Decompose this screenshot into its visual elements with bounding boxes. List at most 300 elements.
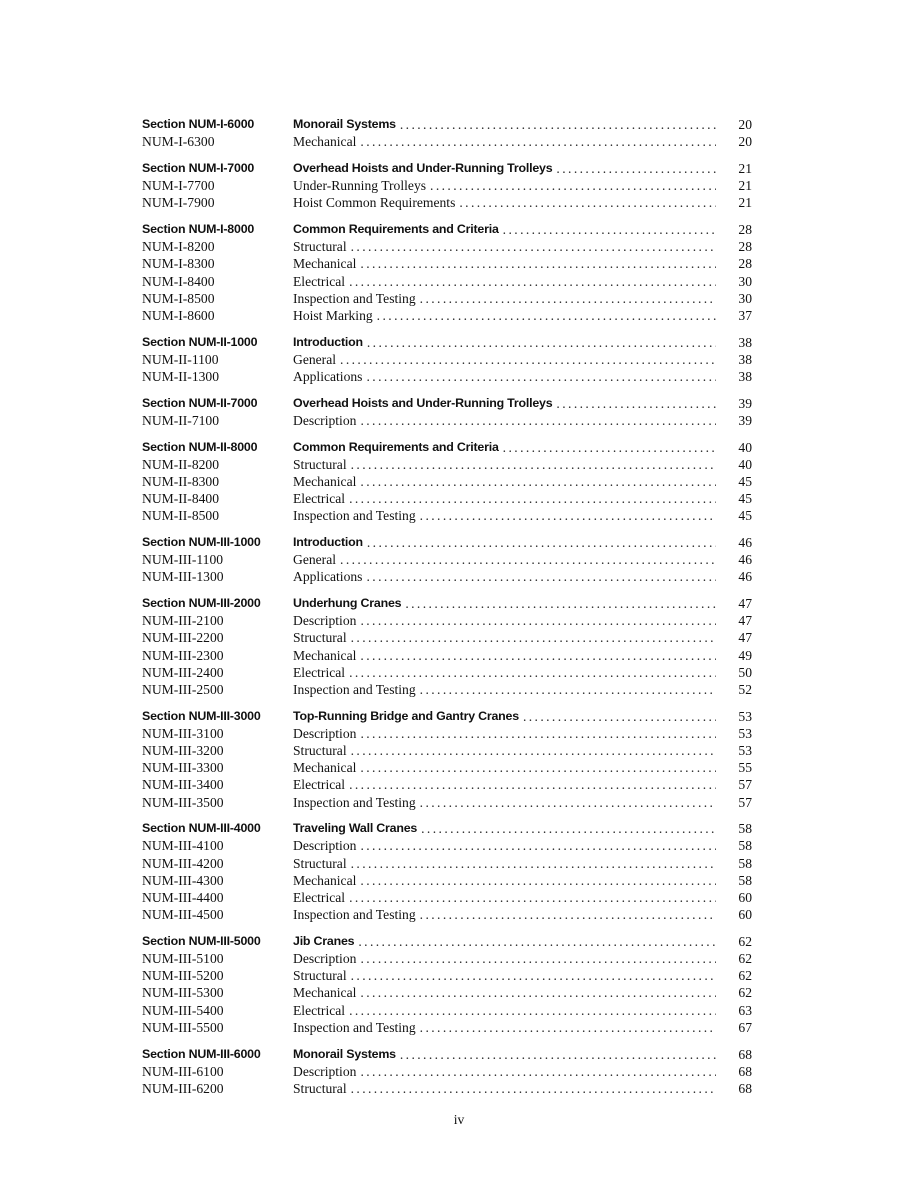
toc-entry[interactable] bbox=[142, 238, 752, 255]
dot-leader bbox=[351, 742, 716, 759]
toc-entry[interactable] bbox=[142, 290, 752, 307]
page-reference: 47 bbox=[738, 630, 752, 646]
toc-entry[interactable] bbox=[142, 507, 752, 524]
toc-title-leader bbox=[293, 439, 716, 456]
dot-leader bbox=[351, 1080, 716, 1097]
toc-section-heading[interactable] bbox=[142, 439, 752, 456]
toc-title-leader bbox=[293, 681, 716, 698]
toc-title-leader bbox=[293, 194, 716, 211]
dot-leader bbox=[420, 1019, 716, 1036]
toc-title-leader bbox=[293, 629, 716, 646]
entry-code: NUM-III-4300 bbox=[142, 872, 224, 888]
toc-entry[interactable] bbox=[142, 1063, 752, 1080]
page-reference: 62 bbox=[738, 933, 752, 949]
toc-title-leader bbox=[293, 160, 716, 177]
toc-section-heading[interactable] bbox=[142, 1046, 752, 1063]
entry-title: Structural bbox=[293, 1080, 347, 1096]
entry-title: Inspection and Testing bbox=[293, 508, 416, 524]
entry-code: NUM-III-1100 bbox=[142, 552, 224, 568]
page-reference: 46 bbox=[738, 534, 752, 550]
toc-title-leader bbox=[293, 255, 716, 272]
page-reference: 52 bbox=[738, 681, 752, 697]
entry-title: Structural bbox=[293, 239, 347, 255]
entry-code: NUM-II-8300 bbox=[142, 473, 220, 489]
section-title: Traveling Wall Cranes bbox=[293, 821, 418, 836]
toc-entry[interactable] bbox=[142, 568, 752, 585]
page-reference: 28 bbox=[738, 256, 752, 272]
toc-section-group bbox=[142, 933, 752, 1036]
dot-leader bbox=[360, 759, 716, 776]
page-reference: 58 bbox=[738, 855, 752, 871]
page-reference: 30 bbox=[738, 290, 752, 306]
toc-title-leader bbox=[293, 820, 716, 837]
toc-title-leader bbox=[293, 334, 716, 351]
entry-code: NUM-III-3100 bbox=[142, 725, 224, 741]
page-reference: 58 bbox=[738, 838, 752, 854]
dot-leader bbox=[420, 507, 716, 524]
page-reference: 50 bbox=[738, 664, 752, 680]
toc-section-group bbox=[142, 116, 752, 150]
page-reference: 38 bbox=[738, 368, 752, 384]
page-reference: 58 bbox=[738, 872, 752, 888]
toc-entry[interactable] bbox=[142, 194, 752, 211]
toc-section-heading[interactable] bbox=[142, 116, 752, 133]
toc-entry[interactable] bbox=[142, 725, 752, 742]
toc-section-heading[interactable] bbox=[142, 221, 752, 238]
entry-code: NUM-I-7700 bbox=[142, 178, 215, 194]
entry-code: NUM-III-6200 bbox=[142, 1080, 224, 1096]
page-reference: 20 bbox=[738, 134, 752, 150]
toc-entry[interactable] bbox=[142, 629, 752, 646]
entry-title: Structural bbox=[293, 968, 347, 984]
page-reference: 55 bbox=[738, 760, 752, 776]
section-title: Common Requirements and Criteria bbox=[293, 439, 499, 454]
page-reference: 63 bbox=[738, 1002, 752, 1018]
section-code: Section NUM-II-8000 bbox=[142, 439, 258, 454]
dot-leader bbox=[360, 1063, 716, 1080]
toc-title-leader bbox=[293, 395, 716, 412]
toc-title-leader bbox=[293, 742, 716, 759]
entry-title: Inspection and Testing bbox=[293, 1019, 416, 1035]
toc-title-leader bbox=[293, 889, 716, 906]
entry-title: Structural bbox=[293, 630, 347, 646]
entry-title: Electrical bbox=[293, 777, 346, 793]
page-reference: 37 bbox=[738, 307, 752, 323]
dot-leader bbox=[360, 725, 716, 742]
dot-leader bbox=[430, 177, 716, 194]
page-reference: 53 bbox=[738, 725, 752, 741]
toc-title-leader bbox=[293, 950, 716, 967]
dot-leader bbox=[351, 238, 716, 255]
toc-title-leader bbox=[293, 837, 716, 854]
entry-code: NUM-III-3500 bbox=[142, 794, 224, 810]
section-title: Underhung Cranes bbox=[293, 596, 402, 610]
toc-entry[interactable] bbox=[142, 776, 752, 793]
entry-code: NUM-II-7100 bbox=[142, 412, 220, 428]
entry-code: NUM-III-2500 bbox=[142, 681, 224, 697]
page-reference: 47 bbox=[738, 613, 752, 629]
page-reference: 38 bbox=[738, 334, 752, 350]
entry-code: NUM-I-7900 bbox=[142, 195, 215, 211]
dot-leader bbox=[349, 1002, 716, 1019]
toc-title-leader bbox=[293, 906, 716, 923]
entry-title: Hoist Common Requirements bbox=[293, 195, 456, 211]
toc-entry[interactable] bbox=[142, 855, 752, 872]
toc-entry[interactable] bbox=[142, 133, 752, 150]
page-reference: 62 bbox=[738, 985, 752, 1001]
entry-title: Under-Running Trolleys bbox=[293, 178, 427, 194]
page-reference: 57 bbox=[738, 777, 752, 793]
entry-title: Description bbox=[293, 951, 357, 967]
page-reference: 68 bbox=[738, 1046, 752, 1062]
toc-entry[interactable] bbox=[142, 490, 752, 507]
dot-leader bbox=[349, 664, 716, 681]
entry-code: NUM-III-5500 bbox=[142, 1019, 224, 1035]
toc-title-leader bbox=[293, 725, 716, 742]
page-reference: 53 bbox=[738, 743, 752, 758]
toc-title-leader bbox=[293, 551, 716, 568]
toc-title-leader bbox=[293, 759, 716, 776]
toc-title-leader bbox=[293, 1019, 716, 1036]
toc-entry[interactable] bbox=[142, 681, 752, 698]
page-reference: 40 bbox=[738, 439, 752, 455]
toc-title-leader bbox=[293, 664, 716, 681]
entry-code: NUM-III-4100 bbox=[142, 838, 224, 854]
entry-code: NUM-III-4200 bbox=[142, 855, 224, 871]
entry-title: Hoist Marking bbox=[293, 307, 373, 323]
toc-section-group bbox=[142, 395, 752, 429]
toc-title-leader bbox=[293, 612, 716, 629]
entry-code: NUM-III-5200 bbox=[142, 968, 224, 984]
dot-leader bbox=[360, 412, 716, 429]
entry-title: Inspection and Testing bbox=[293, 907, 416, 923]
toc-title-leader bbox=[293, 238, 716, 255]
dot-leader bbox=[360, 473, 716, 490]
toc-entry[interactable] bbox=[142, 1002, 752, 1019]
page-reference: 68 bbox=[738, 1063, 752, 1079]
toc-title-leader bbox=[293, 568, 716, 585]
toc-section-heading[interactable] bbox=[142, 820, 752, 837]
entry-code: NUM-III-5100 bbox=[142, 951, 224, 967]
entry-code: NUM-III-3200 bbox=[142, 743, 224, 758]
toc-section-group bbox=[142, 534, 752, 586]
toc-title-leader bbox=[293, 490, 716, 507]
toc-section-heading[interactable] bbox=[142, 595, 752, 612]
toc-entry[interactable] bbox=[142, 742, 752, 759]
section-title: Top-Running Bridge and Gantry Cranes bbox=[293, 708, 519, 723]
page-reference: 28 bbox=[738, 239, 752, 255]
section-title: Monorail Systems bbox=[293, 117, 396, 131]
toc-title-leader bbox=[293, 794, 716, 811]
dot-leader bbox=[556, 395, 716, 412]
toc-entry[interactable] bbox=[142, 950, 752, 967]
section-title: Jib Cranes bbox=[293, 933, 355, 948]
entry-code: NUM-II-8200 bbox=[142, 456, 220, 472]
page-reference: 21 bbox=[738, 160, 752, 176]
entry-code: NUM-III-5300 bbox=[142, 985, 224, 1001]
entry-title: Description bbox=[293, 412, 357, 428]
toc-title-leader bbox=[293, 412, 716, 429]
page-reference: 67 bbox=[738, 1019, 752, 1035]
dot-leader bbox=[360, 950, 716, 967]
page-reference: 53 bbox=[738, 708, 752, 724]
dot-leader bbox=[360, 255, 716, 272]
section-code: Section NUM-III-4000 bbox=[142, 821, 261, 836]
dot-leader bbox=[377, 307, 716, 324]
toc-entry[interactable] bbox=[142, 551, 752, 568]
entry-code: NUM-III-2200 bbox=[142, 630, 224, 646]
dot-leader bbox=[360, 647, 716, 664]
page-reference: 45 bbox=[738, 473, 752, 489]
toc-entry[interactable] bbox=[142, 872, 752, 889]
entry-code: NUM-III-6100 bbox=[142, 1063, 224, 1079]
page-reference: 49 bbox=[738, 647, 752, 663]
toc-section-heading[interactable] bbox=[142, 534, 752, 551]
dot-leader bbox=[400, 116, 716, 133]
toc-entry[interactable] bbox=[142, 906, 752, 923]
dot-leader bbox=[523, 708, 716, 725]
entry-title: Mechanical bbox=[293, 872, 357, 888]
dot-leader bbox=[360, 837, 716, 854]
entry-title: Description bbox=[293, 613, 357, 629]
entry-code: NUM-III-3400 bbox=[142, 777, 224, 793]
entry-code: NUM-II-8500 bbox=[142, 508, 220, 524]
toc-title-leader bbox=[293, 1046, 716, 1063]
dot-leader bbox=[420, 906, 716, 923]
dot-leader bbox=[405, 595, 716, 612]
dot-leader bbox=[360, 612, 716, 629]
entry-title: Mechanical bbox=[293, 985, 357, 1001]
toc-title-leader bbox=[293, 290, 716, 307]
entry-title: Description bbox=[293, 725, 357, 741]
section-code: Section NUM-III-3000 bbox=[142, 708, 261, 723]
section-code: Section NUM-I-8000 bbox=[142, 221, 255, 236]
entry-title: Mechanical bbox=[293, 134, 357, 150]
section-code: Section NUM-II-7000 bbox=[142, 395, 258, 410]
section-code: Section NUM-I-6000 bbox=[142, 117, 255, 131]
toc-entry[interactable] bbox=[142, 307, 752, 324]
toc-title-leader bbox=[293, 177, 716, 194]
entry-title: General bbox=[293, 552, 337, 568]
toc-title-leader bbox=[293, 1002, 716, 1019]
dot-leader bbox=[420, 794, 716, 811]
toc-title-leader bbox=[293, 1063, 716, 1080]
toc-entry[interactable] bbox=[142, 255, 752, 272]
dot-leader bbox=[349, 889, 716, 906]
section-title: Overhead Hoists and Under-Running Trolleys bbox=[293, 160, 553, 175]
entry-title: Description bbox=[293, 1063, 357, 1079]
dot-leader bbox=[340, 551, 716, 568]
page-reference: 68 bbox=[738, 1080, 752, 1096]
section-code: Section NUM-III-1000 bbox=[142, 534, 261, 549]
toc-title-leader bbox=[293, 368, 716, 385]
section-title: Monorail Systems bbox=[293, 1046, 396, 1061]
entry-title: Mechanical bbox=[293, 647, 357, 663]
entry-code: NUM-I-8200 bbox=[142, 239, 215, 255]
toc-title-leader bbox=[293, 221, 716, 238]
section-title: Overhead Hoists and Under-Running Trolleys bbox=[293, 395, 553, 410]
toc-title-leader bbox=[293, 933, 716, 950]
toc-title-leader bbox=[293, 708, 716, 725]
page-reference: 62 bbox=[738, 951, 752, 967]
dot-leader bbox=[366, 568, 716, 585]
dot-leader bbox=[340, 351, 716, 368]
page-reference: 21 bbox=[738, 195, 752, 211]
toc-entry[interactable] bbox=[142, 273, 752, 290]
entry-title: Description bbox=[293, 838, 357, 854]
toc-section-group bbox=[142, 439, 752, 525]
dot-leader bbox=[503, 221, 716, 238]
toc-title-leader bbox=[293, 1080, 716, 1097]
entry-title: General bbox=[293, 351, 337, 367]
toc-section-heading[interactable] bbox=[142, 334, 752, 351]
page-reference: 45 bbox=[738, 491, 752, 507]
toc-section-heading[interactable] bbox=[142, 708, 752, 725]
page-reference: 40 bbox=[738, 456, 752, 472]
entry-title: Inspection and Testing bbox=[293, 681, 416, 697]
section-code: Section NUM-III-2000 bbox=[142, 596, 261, 610]
toc-entry[interactable] bbox=[142, 984, 752, 1001]
page-reference: 39 bbox=[738, 412, 752, 428]
page-reference: 39 bbox=[738, 395, 752, 411]
dot-leader bbox=[351, 456, 716, 473]
toc-section-heading[interactable] bbox=[142, 933, 752, 950]
section-code: Section NUM-II-1000 bbox=[142, 334, 258, 349]
toc-title-leader bbox=[293, 133, 716, 150]
entry-title: Electrical bbox=[293, 273, 346, 289]
toc-section-group bbox=[142, 820, 752, 923]
toc-title-leader bbox=[293, 534, 716, 551]
dot-leader bbox=[349, 273, 716, 290]
toc-section-group bbox=[142, 221, 752, 324]
page-reference: 60 bbox=[738, 907, 752, 923]
page-reference: 45 bbox=[738, 508, 752, 524]
section-code: Section NUM-III-6000 bbox=[142, 1046, 261, 1061]
entry-title: Applications bbox=[293, 569, 363, 585]
page-reference: 21 bbox=[738, 178, 752, 194]
toc-section-heading[interactable] bbox=[142, 395, 752, 412]
entry-title: Structural bbox=[293, 855, 347, 871]
entry-code: NUM-III-2400 bbox=[142, 664, 224, 680]
dot-leader bbox=[360, 984, 716, 1001]
dot-leader bbox=[367, 534, 716, 551]
toc-title-leader bbox=[293, 507, 716, 524]
toc-title-leader bbox=[293, 776, 716, 793]
entry-code: NUM-II-8400 bbox=[142, 491, 220, 507]
toc-entry[interactable] bbox=[142, 794, 752, 811]
entry-code: NUM-I-6300 bbox=[142, 134, 215, 150]
toc-entry[interactable] bbox=[142, 1080, 752, 1097]
toc-entry[interactable] bbox=[142, 664, 752, 681]
entry-code: NUM-III-4500 bbox=[142, 907, 224, 923]
page-reference: 46 bbox=[738, 569, 752, 585]
page-reference: 60 bbox=[738, 890, 752, 905]
entry-code: NUM-I-8500 bbox=[142, 290, 215, 306]
entry-title: Inspection and Testing bbox=[293, 290, 416, 306]
toc-entry[interactable] bbox=[142, 837, 752, 854]
page-number: iv bbox=[453, 1112, 465, 1127]
toc-section-group bbox=[142, 160, 752, 212]
entry-code: NUM-I-8400 bbox=[142, 273, 215, 289]
dot-leader bbox=[366, 368, 716, 385]
entry-code: NUM-III-2100 bbox=[142, 613, 224, 629]
toc-entry[interactable] bbox=[142, 612, 752, 629]
toc-section-group bbox=[142, 334, 752, 386]
dot-leader bbox=[351, 967, 716, 984]
toc-title-leader bbox=[293, 116, 716, 133]
page-reference: 57 bbox=[738, 794, 752, 810]
entry-code: NUM-II-1300 bbox=[142, 368, 220, 384]
dot-leader bbox=[349, 490, 716, 507]
entry-code: NUM-III-2300 bbox=[142, 647, 224, 663]
toc-title-leader bbox=[293, 595, 716, 612]
section-title: Introduction bbox=[293, 534, 363, 549]
toc-entry[interactable] bbox=[142, 759, 752, 776]
toc-entry[interactable] bbox=[142, 456, 752, 473]
entry-code: NUM-III-4400 bbox=[142, 890, 224, 905]
toc-section-group bbox=[142, 708, 752, 811]
page-reference: 38 bbox=[738, 351, 752, 367]
entry-title: Mechanical bbox=[293, 473, 357, 489]
dot-leader bbox=[556, 160, 716, 177]
dot-leader bbox=[420, 681, 716, 698]
entry-title: Mechanical bbox=[293, 760, 357, 776]
page-reference: 20 bbox=[738, 117, 752, 132]
toc-title-leader bbox=[293, 967, 716, 984]
toc-title-leader bbox=[293, 456, 716, 473]
entry-code: NUM-III-3300 bbox=[142, 760, 224, 776]
dot-leader bbox=[420, 290, 716, 307]
toc-section-group bbox=[142, 1046, 752, 1098]
entry-title: Structural bbox=[293, 743, 347, 758]
entry-code: NUM-I-8300 bbox=[142, 256, 215, 272]
toc-title-leader bbox=[293, 273, 716, 290]
toc-entry[interactable] bbox=[142, 412, 752, 429]
toc-title-leader bbox=[293, 351, 716, 368]
page-reference: 62 bbox=[738, 968, 752, 984]
toc-title-leader bbox=[293, 855, 716, 872]
entry-title: Applications bbox=[293, 368, 363, 384]
dot-leader bbox=[360, 133, 716, 150]
toc-entry[interactable] bbox=[142, 351, 752, 368]
entry-title: Electrical bbox=[293, 664, 346, 680]
toc-entry[interactable] bbox=[142, 647, 752, 664]
page-reference: 30 bbox=[738, 273, 752, 289]
page-reference: 58 bbox=[738, 821, 752, 837]
toc-entry[interactable] bbox=[142, 889, 752, 906]
toc-entry[interactable] bbox=[142, 967, 752, 984]
toc-title-leader bbox=[293, 872, 716, 889]
toc-entry[interactable] bbox=[142, 368, 752, 385]
toc-title-leader bbox=[293, 473, 716, 490]
entry-title: Electrical bbox=[293, 491, 346, 507]
toc-entry[interactable] bbox=[142, 1019, 752, 1036]
entry-code: NUM-III-5400 bbox=[142, 1002, 224, 1018]
toc-entry[interactable] bbox=[142, 177, 752, 194]
dot-leader bbox=[360, 872, 716, 889]
dot-leader bbox=[349, 776, 716, 793]
section-code: Section NUM-I-7000 bbox=[142, 160, 255, 175]
entry-code: NUM-III-1300 bbox=[142, 569, 224, 585]
dot-leader bbox=[358, 933, 716, 950]
toc-entry[interactable] bbox=[142, 473, 752, 490]
table-of-contents bbox=[142, 116, 752, 1107]
toc-title-leader bbox=[293, 984, 716, 1001]
entry-title: Inspection and Testing bbox=[293, 794, 416, 810]
toc-section-heading[interactable] bbox=[142, 160, 752, 177]
dot-leader bbox=[367, 334, 716, 351]
entry-code: NUM-I-8600 bbox=[142, 307, 215, 323]
